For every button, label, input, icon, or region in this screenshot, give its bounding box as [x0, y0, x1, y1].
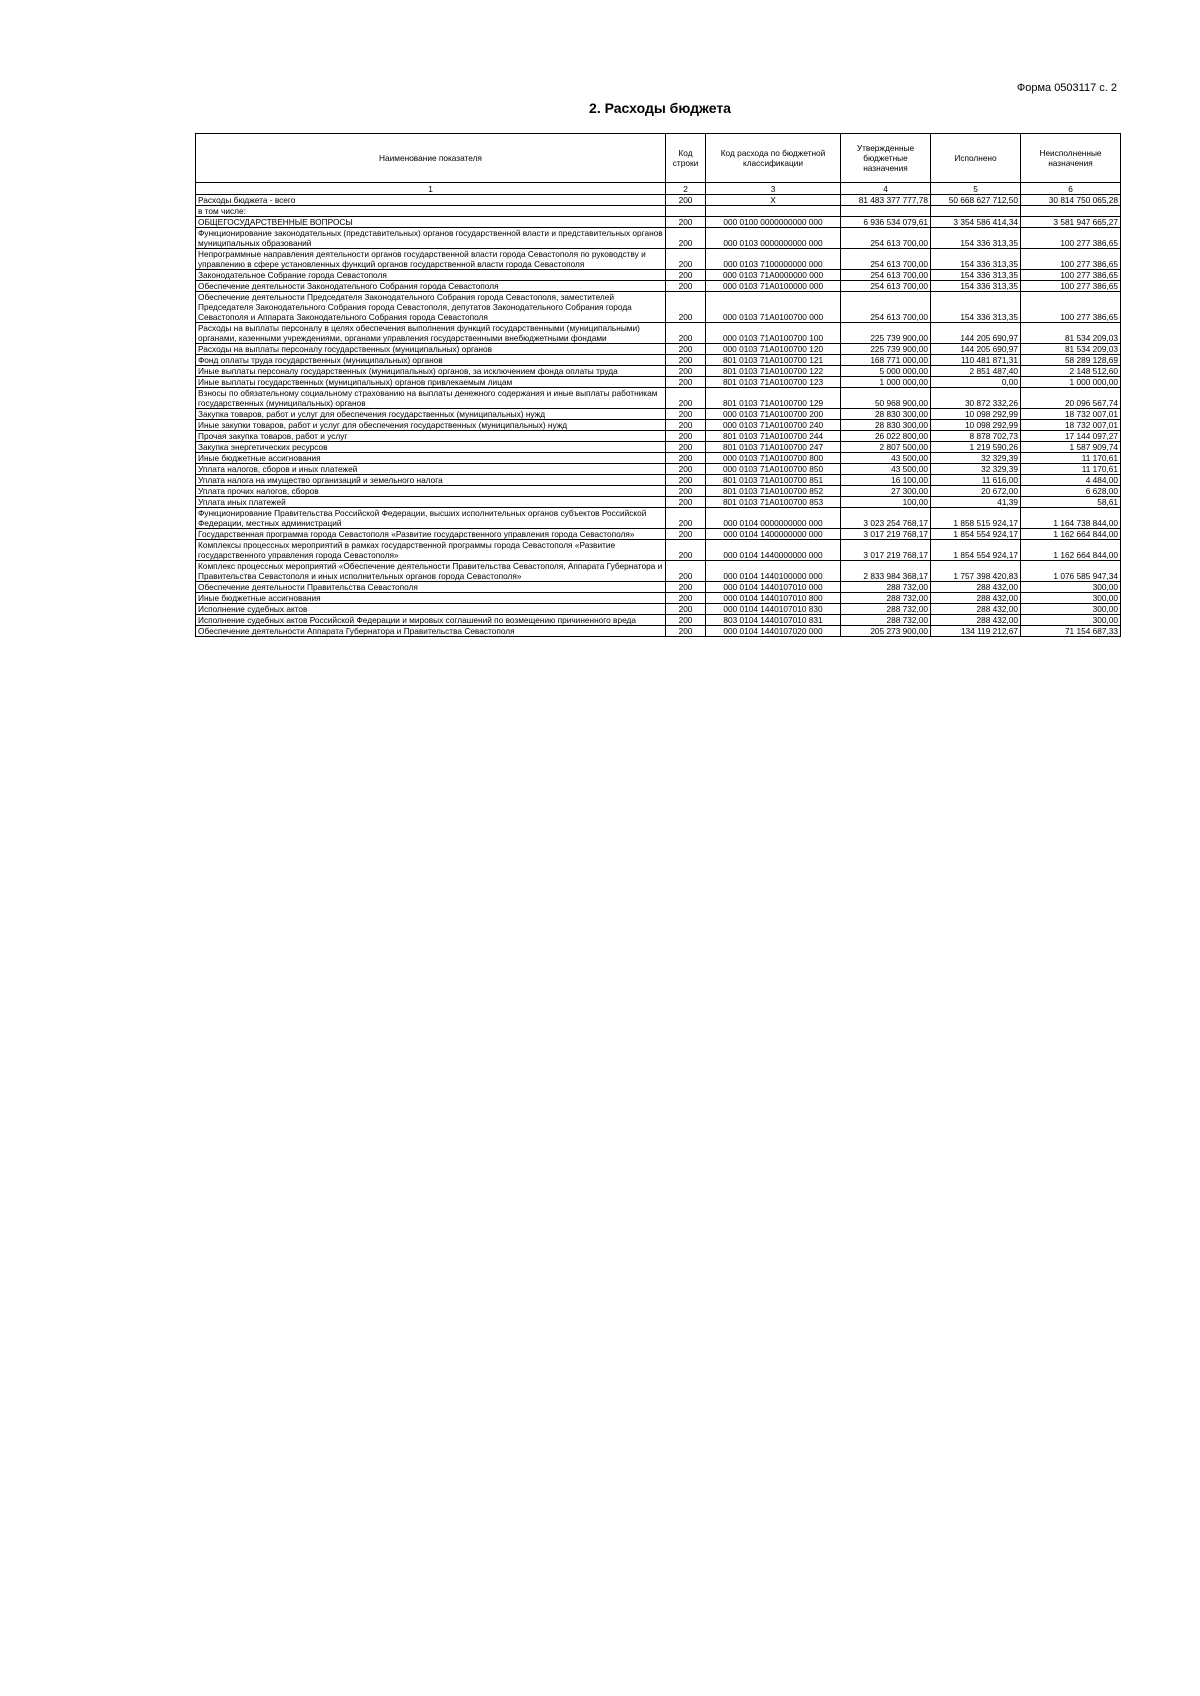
- approved-amount: 254 613 700,00: [841, 270, 931, 281]
- page-title: 2. Расходы бюджета: [589, 100, 731, 116]
- row-code: 200: [666, 344, 706, 355]
- column-number-row: [196, 183, 1121, 195]
- executed-amount: 134 119 212,67: [931, 626, 1021, 637]
- approved-amount: 168 771 000,00: [841, 355, 931, 366]
- unexecuted-amount: 300,00: [1021, 615, 1121, 626]
- column-header-row-code: Код строки: [666, 134, 706, 183]
- approved-amount: 288 732,00: [841, 615, 931, 626]
- row-code: 200: [666, 561, 706, 582]
- executed-amount: 2 851 487,40: [931, 366, 1021, 377]
- row-code: 200: [666, 453, 706, 464]
- approved-amount: 43 500,00: [841, 453, 931, 464]
- unexecuted-amount: 1 587 909,74: [1021, 442, 1121, 453]
- column-number: 5: [931, 183, 1021, 195]
- row-code: 200: [666, 508, 706, 529]
- approved-amount: 5 000 000,00: [841, 366, 931, 377]
- executed-amount: 154 336 313,35: [931, 228, 1021, 249]
- row-code: 200: [666, 464, 706, 475]
- table-row: [196, 540, 1121, 561]
- unexecuted-amount: 2 148 512,60: [1021, 366, 1121, 377]
- approved-amount: 100,00: [841, 497, 931, 508]
- unexecuted-amount: 20 096 567,74: [1021, 388, 1121, 409]
- unexecuted-amount: 18 732 007,01: [1021, 409, 1121, 420]
- approved-amount: 16 100,00: [841, 475, 931, 486]
- row-code: 200: [666, 442, 706, 453]
- row-code: 200: [666, 615, 706, 626]
- budget-code: 000 0100 0000000000 000: [706, 217, 841, 228]
- column-number: 1: [196, 183, 666, 195]
- budget-code: 000 0103 7100000000 000: [706, 249, 841, 270]
- column-header-approved: Утвержденные бюджетные назначения: [841, 134, 931, 183]
- executed-amount: 288 432,00: [931, 582, 1021, 593]
- row-name: Иные выплаты персоналу государственных (муниципальных) органов, за исключением фонда оплаты труда: [196, 366, 666, 377]
- approved-amount: 254 613 700,00: [841, 228, 931, 249]
- column-number: 6: [1021, 183, 1121, 195]
- unexecuted-amount: 100 277 386,65: [1021, 249, 1121, 270]
- column-header-budget-code: Код расхода по бюджетной классификации: [706, 134, 841, 183]
- budget-code: 000 0104 1440000000 000: [706, 540, 841, 561]
- table-row: [196, 228, 1121, 249]
- row-name: Расходы на выплаты персоналу в целях обеспечения выполнения функций государственными (муниципальными) органами, казенными учреждениями, органами управления государственными внебюджетными фондами: [196, 323, 666, 344]
- row-code: 200: [666, 292, 706, 323]
- executed-amount: 1 854 554 924,17: [931, 540, 1021, 561]
- row-code: 200: [666, 377, 706, 388]
- approved-amount: 2 807 500,00: [841, 442, 931, 453]
- unexecuted-amount: 1 162 664 844,00: [1021, 540, 1121, 561]
- row-name: Прочая закупка товаров, работ и услуг: [196, 431, 666, 442]
- table-row: [196, 529, 1121, 540]
- executed-amount: 1 858 515 924,17: [931, 508, 1021, 529]
- row-code: 200: [666, 431, 706, 442]
- row-name: Иные выплаты государственных (муниципальных) органов привлекаемым лицам: [196, 377, 666, 388]
- table-row: [196, 582, 1121, 593]
- approved-amount: 225 739 900,00: [841, 323, 931, 344]
- table-row: [196, 292, 1121, 323]
- executed-amount: 32 329,39: [931, 464, 1021, 475]
- executed-amount: 32 329,39: [931, 453, 1021, 464]
- table-header-row: [196, 134, 1121, 183]
- column-number: 2: [666, 183, 706, 195]
- row-code: 200: [666, 323, 706, 344]
- budget-code: 801 0103 71А0100700 123: [706, 377, 841, 388]
- budget-code: 000 0104 1440107010 800: [706, 593, 841, 604]
- row-code: 200: [666, 475, 706, 486]
- column-header-name: Наименование показателя: [196, 134, 666, 183]
- budget-code: 000 0103 0000000000 000: [706, 228, 841, 249]
- executed-amount: 110 481 871,31: [931, 355, 1021, 366]
- executed-amount: 8 878 702,73: [931, 431, 1021, 442]
- expenditures-table: [195, 133, 1121, 637]
- row-code: 200: [666, 497, 706, 508]
- row-name: Обеспечение деятельности Законодательного Собрания города Севастополя: [196, 281, 666, 292]
- row-name: Уплата прочих налогов, сборов: [196, 486, 666, 497]
- table-row: [196, 420, 1121, 431]
- table-row: [196, 593, 1121, 604]
- approved-amount: 288 732,00: [841, 582, 931, 593]
- approved-amount: 81 483 377 777,78: [841, 195, 931, 206]
- budget-code: 801 0103 71А0100700 853: [706, 497, 841, 508]
- budget-code: 000 0104 1400000000 000: [706, 529, 841, 540]
- column-header-executed: Исполнено: [931, 134, 1021, 183]
- budget-code: 000 0103 71А0100000 000: [706, 281, 841, 292]
- row-code: 200: [666, 582, 706, 593]
- row-name: Иные бюджетные ассигнования: [196, 593, 666, 604]
- unexecuted-amount: 81 534 209,03: [1021, 323, 1121, 344]
- executed-amount: 10 098 292,99: [931, 420, 1021, 431]
- executed-amount: 144 205 690,97: [931, 323, 1021, 344]
- table-row: [196, 508, 1121, 529]
- table-row: [196, 409, 1121, 420]
- table-row: [196, 366, 1121, 377]
- executed-amount: 10 098 292,99: [931, 409, 1021, 420]
- approved-amount: 28 830 300,00: [841, 409, 931, 420]
- approved-amount: 205 273 900,00: [841, 626, 931, 637]
- unexecuted-amount: 6 628,00: [1021, 486, 1121, 497]
- table-row: [196, 281, 1121, 292]
- approved-amount: [841, 206, 931, 217]
- budget-code: 000 0104 0000000000 000: [706, 508, 841, 529]
- table-row: [196, 249, 1121, 270]
- budget-code: 801 0103 71А0100700 247: [706, 442, 841, 453]
- row-name: Государственная программа города Севастополя «Развитие государственного управления города Севастополя»: [196, 529, 666, 540]
- row-name: в том числе:: [196, 206, 666, 217]
- executed-amount: 0,00: [931, 377, 1021, 388]
- budget-code: [706, 206, 841, 217]
- budget-code: X: [706, 195, 841, 206]
- unexecuted-amount: 81 534 209,03: [1021, 344, 1121, 355]
- budget-code: 000 0103 71А0100700 800: [706, 453, 841, 464]
- row-code: 200: [666, 388, 706, 409]
- budget-code: 000 0103 71А0000000 000: [706, 270, 841, 281]
- budget-code: 000 0103 71А0100700 240: [706, 420, 841, 431]
- table-row: [196, 323, 1121, 344]
- budget-code: 801 0103 71А0100700 121: [706, 355, 841, 366]
- executed-amount: 154 336 313,35: [931, 249, 1021, 270]
- row-name: Законодательное Собрание города Севастополя: [196, 270, 666, 281]
- row-name: Уплата иных платежей: [196, 497, 666, 508]
- table-row: [196, 195, 1121, 206]
- executed-amount: 41,39: [931, 497, 1021, 508]
- row-code: 200: [666, 604, 706, 615]
- budget-code: 801 0103 71А0100700 852: [706, 486, 841, 497]
- row-code: 200: [666, 486, 706, 497]
- row-name: Уплата налогов, сборов и иных платежей: [196, 464, 666, 475]
- unexecuted-amount: 100 277 386,65: [1021, 270, 1121, 281]
- table-row: [196, 464, 1121, 475]
- table-row: [196, 497, 1121, 508]
- approved-amount: 3 017 219 768,17: [841, 529, 931, 540]
- budget-code: 801 0103 71А0100700 122: [706, 366, 841, 377]
- table-row: [196, 486, 1121, 497]
- unexecuted-amount: 100 277 386,65: [1021, 228, 1121, 249]
- executed-amount: 50 668 627 712,50: [931, 195, 1021, 206]
- unexecuted-amount: [1021, 206, 1121, 217]
- row-code: 200: [666, 409, 706, 420]
- row-code: 200: [666, 626, 706, 637]
- budget-code: 000 0104 1440107010 000: [706, 582, 841, 593]
- row-name: Комплекс процессных мероприятий «Обеспечение деятельности Правительства Севастополя, Аппарата Губернатора и Правительства Севастополя и иных исполнительных органов города Севастополя»: [196, 561, 666, 582]
- approved-amount: 288 732,00: [841, 604, 931, 615]
- row-name: Закупка энергетических ресурсов: [196, 442, 666, 453]
- row-code: 200: [666, 270, 706, 281]
- unexecuted-amount: 1 076 585 947,34: [1021, 561, 1121, 582]
- table-row: [196, 442, 1121, 453]
- budget-code: 000 0103 71А0100700 200: [706, 409, 841, 420]
- approved-amount: 288 732,00: [841, 593, 931, 604]
- budget-code: 801 0103 71А0100700 129: [706, 388, 841, 409]
- approved-amount: 50 968 900,00: [841, 388, 931, 409]
- approved-amount: 28 830 300,00: [841, 420, 931, 431]
- executed-amount: [931, 206, 1021, 217]
- budget-code: 803 0104 1440107010 831: [706, 615, 841, 626]
- unexecuted-amount: 300,00: [1021, 604, 1121, 615]
- row-code: 200: [666, 249, 706, 270]
- approved-amount: 2 833 984 368,17: [841, 561, 931, 582]
- table-row: [196, 206, 1121, 217]
- row-code: [666, 206, 706, 217]
- row-name: Фонд оплаты труда государственных (муниципальных) органов: [196, 355, 666, 366]
- executed-amount: 154 336 313,35: [931, 281, 1021, 292]
- budget-code: 000 0103 71А0100700 120: [706, 344, 841, 355]
- table-row: [196, 475, 1121, 486]
- row-code: 200: [666, 217, 706, 228]
- executed-amount: 288 432,00: [931, 615, 1021, 626]
- unexecuted-amount: 58,61: [1021, 497, 1121, 508]
- row-name: Обеспечение деятельности Председателя Законодательного Собрания города Севастополя, заместителей Председателя Законодательного Собрания города Севастополя, депутатов Законодательного Собрания города Севастополя и Аппарата Законодательного Собрания города Севастополя: [196, 292, 666, 323]
- table-row: [196, 217, 1121, 228]
- budget-code: 000 0104 1440100000 000: [706, 561, 841, 582]
- unexecuted-amount: 11 170,61: [1021, 453, 1121, 464]
- approved-amount: 225 739 900,00: [841, 344, 931, 355]
- budget-code: 801 0103 71А0100700 244: [706, 431, 841, 442]
- executed-amount: 154 336 313,35: [931, 292, 1021, 323]
- row-name: Функционирование законодательных (представительных) органов государственной власти и представительных органов муниципальных образований: [196, 228, 666, 249]
- budget-code: 801 0103 71А0100700 851: [706, 475, 841, 486]
- row-code: 200: [666, 593, 706, 604]
- row-name: Исполнение судебных актов: [196, 604, 666, 615]
- unexecuted-amount: 17 144 097,27: [1021, 431, 1121, 442]
- unexecuted-amount: 11 170,61: [1021, 464, 1121, 475]
- unexecuted-amount: 58 289 128,69: [1021, 355, 1121, 366]
- table-body: [196, 195, 1121, 637]
- budget-code: 000 0103 71А0100700 000: [706, 292, 841, 323]
- form-code: Форма 0503117 с. 2: [1016, 82, 1117, 94]
- executed-amount: 20 672,00: [931, 486, 1021, 497]
- unexecuted-amount: 3 581 947 665,27: [1021, 217, 1121, 228]
- table-row: [196, 615, 1121, 626]
- unexecuted-amount: 1 164 738 844,00: [1021, 508, 1121, 529]
- row-name: ОБЩЕГОСУДАРСТВЕННЫЕ ВОПРОСЫ: [196, 217, 666, 228]
- unexecuted-amount: 30 814 750 065,28: [1021, 195, 1121, 206]
- row-name: Расходы бюджета - всего: [196, 195, 666, 206]
- row-code: 200: [666, 195, 706, 206]
- row-name: Расходы на выплаты персоналу государственных (муниципальных) органов: [196, 344, 666, 355]
- approved-amount: 3 023 254 768,17: [841, 508, 931, 529]
- unexecuted-amount: 71 154 687,33: [1021, 626, 1121, 637]
- table-row: [196, 604, 1121, 615]
- executed-amount: 1 854 554 924,17: [931, 529, 1021, 540]
- row-code: 200: [666, 540, 706, 561]
- executed-amount: 1 757 398 420,83: [931, 561, 1021, 582]
- row-name: Обеспечение деятельности Правительства Севастополя: [196, 582, 666, 593]
- executed-amount: 1 219 590,26: [931, 442, 1021, 453]
- column-number: 3: [706, 183, 841, 195]
- row-name: Уплата налога на имущество организаций и земельного налога: [196, 475, 666, 486]
- row-name: Непрограммные направления деятельности органов государственной власти города Севастополя по руководству и управлению в сфере установленных функций органов государственной власти города Севастополя: [196, 249, 666, 270]
- row-name: Комплексы процессных мероприятий в рамках государственной программы города Севастополя «Развитие государственного управления города Севастополя»: [196, 540, 666, 561]
- column-number: 4: [841, 183, 931, 195]
- approved-amount: 26 022 800,00: [841, 431, 931, 442]
- table-row: [196, 626, 1121, 637]
- budget-code: 000 0104 1440107020 000: [706, 626, 841, 637]
- approved-amount: 27 300,00: [841, 486, 931, 497]
- unexecuted-amount: 1 162 664 844,00: [1021, 529, 1121, 540]
- table-row: [196, 270, 1121, 281]
- row-name: Иные бюджетные ассигнования: [196, 453, 666, 464]
- row-code: 200: [666, 420, 706, 431]
- row-name: Взносы по обязательному социальному страхованию на выплаты денежного содержания и иные выплаты работникам государственных (муниципальных) органов: [196, 388, 666, 409]
- table-row: [196, 561, 1121, 582]
- table-row: [196, 377, 1121, 388]
- table-row: [196, 453, 1121, 464]
- approved-amount: 3 017 219 768,17: [841, 540, 931, 561]
- executed-amount: 154 336 313,35: [931, 270, 1021, 281]
- unexecuted-amount: 18 732 007,01: [1021, 420, 1121, 431]
- executed-amount: 11 616,00: [931, 475, 1021, 486]
- unexecuted-amount: 300,00: [1021, 593, 1121, 604]
- approved-amount: 43 500,00: [841, 464, 931, 475]
- unexecuted-amount: 100 277 386,65: [1021, 292, 1121, 323]
- approved-amount: 6 936 534 079,61: [841, 217, 931, 228]
- table-row: [196, 388, 1121, 409]
- unexecuted-amount: 4 484,00: [1021, 475, 1121, 486]
- row-code: 200: [666, 281, 706, 292]
- executed-amount: 3 354 586 414,34: [931, 217, 1021, 228]
- row-name: Функционирование Правительства Российской Федерации, высших исполнительных органов субъектов Российской Федерации, местных администраций: [196, 508, 666, 529]
- row-name: Закупка товаров, работ и услуг для обеспечения государственных (муниципальных) нужд: [196, 409, 666, 420]
- executed-amount: 288 432,00: [931, 604, 1021, 615]
- approved-amount: 1 000 000,00: [841, 377, 931, 388]
- executed-amount: 144 205 690,97: [931, 344, 1021, 355]
- row-name: Обеспечение деятельности Аппарата Губернатора и Правительства Севастополя: [196, 626, 666, 637]
- row-name: Иные закупки товаров, работ и услуг для обеспечения государственных (муниципальных) нужд: [196, 420, 666, 431]
- unexecuted-amount: 1 000 000,00: [1021, 377, 1121, 388]
- row-code: 200: [666, 366, 706, 377]
- executed-amount: 30 872 332,26: [931, 388, 1021, 409]
- row-name: Исполнение судебных актов Российской Федерации и мировых соглашений по возмещению причиненного вреда: [196, 615, 666, 626]
- budget-code: 000 0103 71А0100700 850: [706, 464, 841, 475]
- unexecuted-amount: 300,00: [1021, 582, 1121, 593]
- approved-amount: 254 613 700,00: [841, 281, 931, 292]
- executed-amount: 288 432,00: [931, 593, 1021, 604]
- row-code: 200: [666, 228, 706, 249]
- approved-amount: 254 613 700,00: [841, 249, 931, 270]
- column-header-unexecuted: Неисполненные назначения: [1021, 134, 1121, 183]
- unexecuted-amount: 100 277 386,65: [1021, 281, 1121, 292]
- row-code: 200: [666, 355, 706, 366]
- table-row: [196, 431, 1121, 442]
- table-row: [196, 344, 1121, 355]
- budget-code: 000 0103 71А0100700 100: [706, 323, 841, 344]
- row-code: 200: [666, 529, 706, 540]
- table-row: [196, 355, 1121, 366]
- approved-amount: 254 613 700,00: [841, 292, 931, 323]
- budget-code: 000 0104 1440107010 830: [706, 604, 841, 615]
